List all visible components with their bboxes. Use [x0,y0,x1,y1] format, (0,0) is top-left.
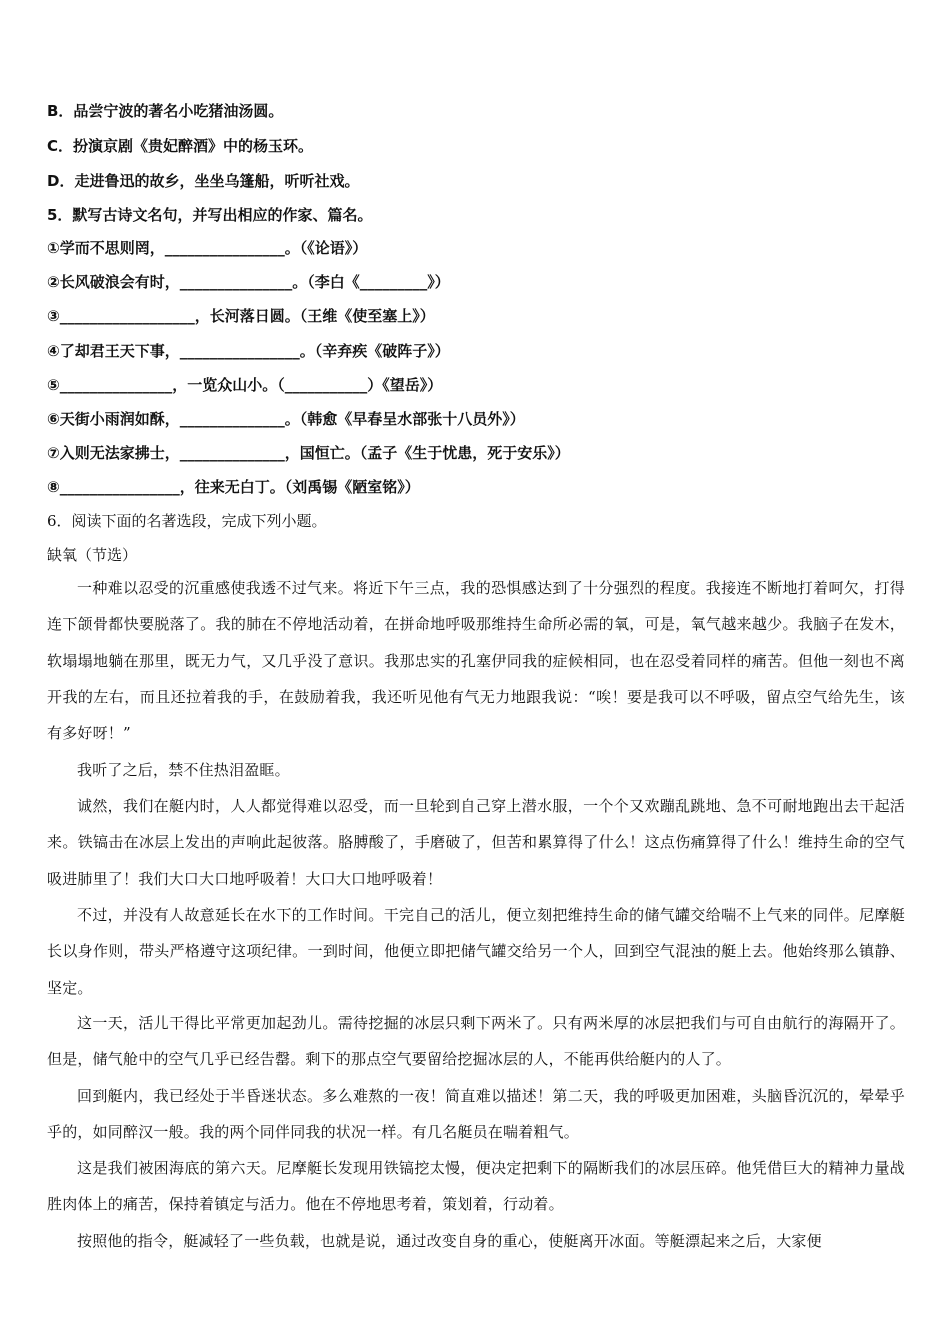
passage-paragraph: 一种难以忍受的沉重感使我透不过气来。将近下午三点，我的恐惧感达到了十分强烈的程度。我接连不断地打着呵欠，打得连下颌骨都快要脱落了。我的肺在不停地活动着，在拼命地呼吸那维持生命所必需的氧，可是，氧气越来越少。我脑子在发木，软塌塌地躺在那里，既无力气，又几乎没了意识。我那忠实的孔塞伊同我的症候相同，也在忍受着同样的痛苦。但他一刻也不离开我的左右，而且还拉着我的手，在鼓励着我，我还听见他有气无力地跟我说：“唉！要是我可以不呼吸，留点空气给先生，该有多好呀！” [47,579,905,743]
passage-paragraph: 我听了之后，禁不住热泪盈眶。 [77,761,290,779]
q5-item-3: ③__________________，长河落日圆。（王维《使至塞上》） [47,307,435,325]
passage-paragraph: 这一天，活儿干得比平常更加起劲儿。需待挖掘的冰层只剩下两米了。只有两米厚的冰层把我们与可自由航行的海隔开了。但是，储气舱中的空气几乎已经告罄。剩下的那点空气要留给挖掘冰层的人，不能再供给艇内的人了。 [47,1014,905,1069]
passage-title: 缺氧（节选） [47,546,138,564]
q5-item-1: ①学而不思则罔，________________。（《论语》） [47,239,368,257]
passage-paragraph: 不过，并没有人故意延长在水下的工作时间。干完自己的活儿，便立刻把维持生命的储气罐交给喘不上气来的同伴。尼摩艇长以身作则，带头严格遵守这项纪律。一到时间，他便立即把储气罐交给另一个人，回到空气混浊的艇上去。他始终那么镇静、坚定。 [47,906,905,997]
question-6-title: 6．阅读下面的名著选段，完成下列小题。 [47,512,327,530]
q5-item-2: ②长风破浪会有时，_______________。（李白《_________》） [47,273,450,291]
option-c: C．扮演京剧《贵妃醉酒》中的杨玉环。 [47,137,314,155]
q5-item-7: ⑦入则无法家拂士，______________，国恒亡。（孟子《生于忧患，死于安乐》） [47,444,570,462]
question-5-title: 5．默写古诗文名句，并写出相应的作家、篇名。 [47,206,373,224]
passage-paragraph: 诚然，我们在艇内时，人人都觉得难以忍受，而一旦轮到自己穿上潜水服，一个个又欢蹦乱跳地、急不可耐地跑出去干起活来。铁镐击在冰层上发出的声响此起彼落。胳膊酸了，手磨破了，但苦和累算得了什么！这点伤痛算得了什么！维持生命的空气吸进肺里了！我们大口大口地呼吸着！大口大口地呼吸着！ [47,797,905,888]
q5-item-4: ④了却君王天下事，________________。（辛弃疾《破阵子》） [47,342,450,360]
q5-item-5: ⑤_______________，一览众山小。（___________）《望岳》） [47,376,443,394]
q5-item-6: ⑥天街小雨润如酥，______________。（韩愈《早春呈水部张十八员外》） [47,410,525,428]
q5-item-8: ⑧________________，往来无白丁。（刘禹锡《陋室铭》） [47,478,420,496]
passage-paragraph: 这是我们被困海底的第六天。尼摩艇长发现用铁镐挖太慢，便决定把剩下的隔断我们的冰层压碎。他凭借巨大的精神力量战胜肉体上的痛苦，保持着镇定与活力。他在不停地思考着，策划着，行动着。 [47,1159,905,1214]
option-b: B．品尝宁波的著名小吃猪油汤圆。 [47,102,284,120]
option-d: D．走进鲁迅的故乡，坐坐乌篷船，听听社戏。 [47,172,360,190]
passage-paragraph: 按照他的指令，艇减轻了一些负载，也就是说，通过改变自身的重心，使艇离开冰面。等艇漂起来之后，大家便 [77,1232,822,1250]
passage-paragraph: 回到艇内，我已经处于半昏迷状态。多么难熬的一夜！简直难以描述！第二天，我的呼吸更加困难，头脑昏沉沉的，晕晕乎乎的，如同醉汉一般。我的两个同伴同我的状况一样。有几名艇员在喘着粗气。 [47,1087,905,1142]
